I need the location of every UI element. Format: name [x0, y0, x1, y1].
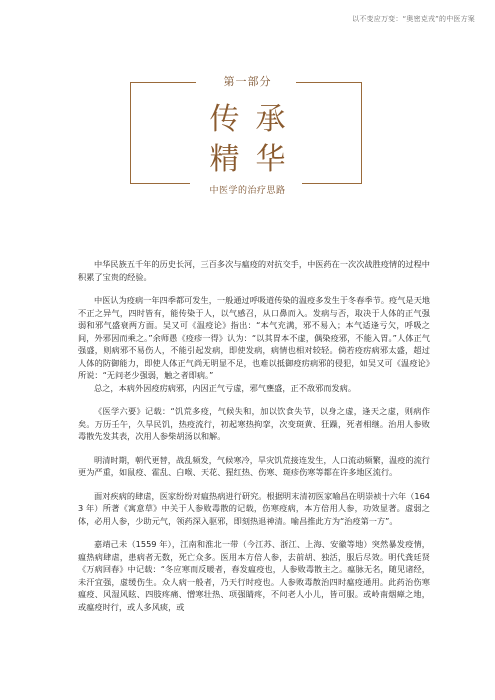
paragraph: 中医认为疫病一年四季都可发生，一般通过呼吸道传染的温疫多发生于冬春季节。疫气是天地不正之异气，四时皆有，能传染于人，以气感召，从口鼻而入。发病与否，取决于人体的正气强弱和邪气盛衰两方面。吴又可《温疫论》指出：“本气充满，邪不易入；本气适逢亏欠，呼吸之间，外邪因而乘之。”余师愚《疫疹一得》认为：“以其胃本不虚，偶染疫邪，不能入胃。”人体正气强盛，则病邪不易伤人，不能引起发病，即使发病，病情也相对较轻。倘若疫疠病邪太盛，超过人体的防御能力，即使人体正气尚无明显不足，也难以抵御疫疠病邪的侵犯，如吴又可《温疫论》所说：“无问老少强弱，触之者即病。” [78, 295, 430, 380]
paragraph: 面对疾病的肆虐，医家纷纷对瘟热病进行研究。根据明末清初医家喻昌在明崇祯十六年（1643 年）所著《寓意草》中关于人参败毒散的记载，伤寒疫病，本方倍用人参，功效显著。虚弱之体，必用人参，少助元气，领药深入驱邪，即刻热退神清。喻昌推此方为“治疫第一方”。 [78, 490, 430, 526]
title-line-2: 精华 [209, 142, 302, 177]
paragraph: 总之，本病外因疫疠病邪，内因正气亏虚，邪气壅盛，正不敌邪而发病。 [94, 382, 357, 393]
running-header: 以不变应万变：“奥密克戎”的中医方案 [352, 15, 475, 23]
paragraph: 嘉靖己未（1559 年），江南和淮北一带（今江苏、浙江、上海、安徽等地）突然暴发疫情，瘟热病肆虐，患病者无数，死亡众多。医用本方倍人参，去前胡、独活，服后尽效。明代龚廷贤《万病回春》中记载：“冬应寒而反暖者，春发瘟疫也，人参败毒散主之。瘟脉无名，随见诸经，未汗宜强，虚缓伤生。众人病一般者，乃天行时疫也。人参败毒散治四时瘟疫通用。此药治伤寒瘟疫、风湿风眩、四肢疼痛、憎寒壮热、项强睛疼，不问老人小儿，皆可服。或岭南烟瘴之地，或瘟疫时行，或人多风痰，或 [78, 539, 430, 612]
title-line-1: 传承 [209, 102, 302, 137]
section-subtitle: 中医学的治疗思路 [209, 186, 286, 196]
part-label: 第一部分 [223, 75, 272, 88]
paragraph: 明清时期，朝代更替，战乱频发，气候寒冷，旱灾饥荒接连发生，人口流动频繁，温疫的流行更为严重，如鼠疫、霍乱、白喉、天花、猩红热、伤寒、斑疹伤寒等都在许多地区流行。 [78, 454, 430, 477]
paragraph: 《医学六要》记载：“饥荒多疫，气候失和，加以饮食失节，以身之虚，逢天之虚，则病作矣。万历壬午，久旱民饥，热疫流行，初起寒热拘挛，次变斑黄、狂躁，死者相继。治用人参败毒散先发其表，次用人参柴胡汤以和解。 [78, 406, 430, 441]
section-title-block [0, 66, 495, 216]
paragraph: 中华民族五千年的历史长河，三百多次与瘟疫的对抗交手，中医药在一次次战胜疫情的过程中积累了宝贵的经验。 [78, 259, 430, 282]
body-text [78, 258, 430, 624]
